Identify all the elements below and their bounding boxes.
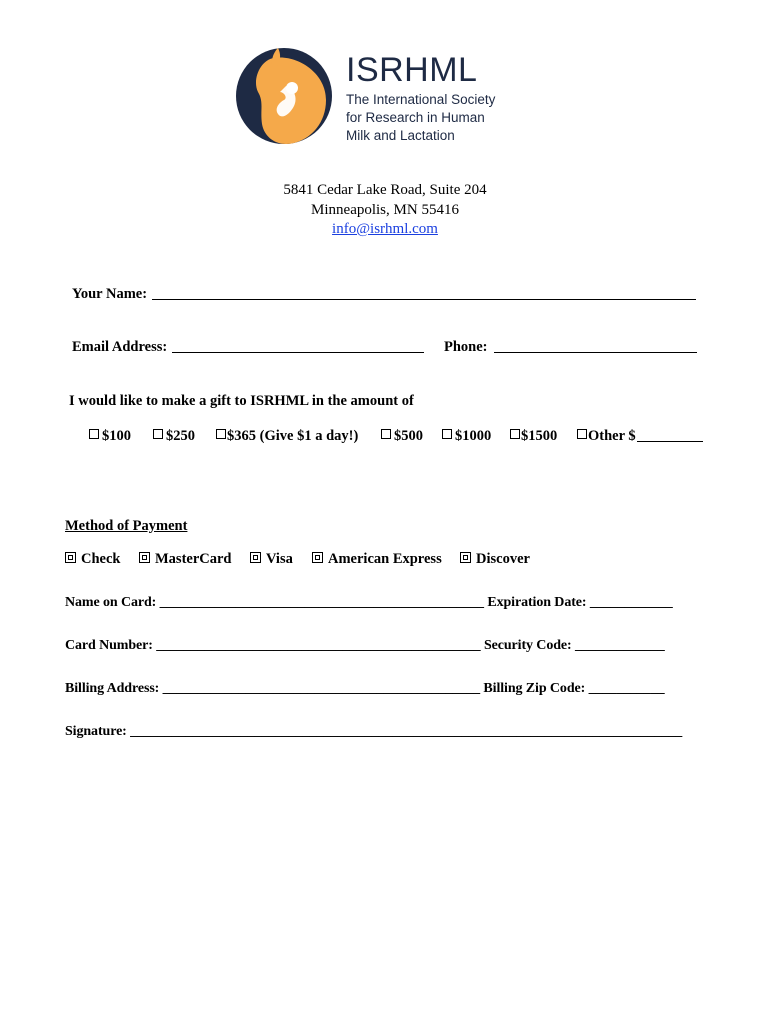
phone-field[interactable] (494, 352, 697, 353)
other-amount-field[interactable] (637, 441, 703, 442)
your-name-field[interactable] (152, 299, 696, 300)
payment-option-discover[interactable]: Discover (460, 550, 530, 568)
logo-wordmark: ISRHML (346, 51, 478, 89)
your-name-label: Your Name: (72, 286, 148, 302)
isrhml-logo (234, 44, 494, 148)
email-link[interactable]: info@isrhml.com (332, 221, 438, 237)
payment-option-american-express[interactable]: American Express (312, 550, 442, 568)
amount-option-other[interactable]: Other $ (577, 427, 636, 445)
email-address-field[interactable] (172, 352, 424, 353)
payment-option-mastercard[interactable]: MasterCard (139, 550, 232, 568)
checkbox-icon (460, 552, 471, 563)
address-email-row (0, 220, 770, 239)
checkbox-icon (153, 429, 163, 439)
checkbox-icon (442, 429, 452, 439)
logo-emblem-icon (234, 44, 334, 148)
amount-option-250[interactable]: $250 (153, 427, 195, 445)
amount-option-1500[interactable]: $1500 (510, 427, 557, 445)
amount-option-1000[interactable]: $1000 (442, 427, 491, 445)
amount-option-500[interactable]: $500 (381, 427, 423, 445)
signature-row[interactable]: Signature: ________________________________________________________________________________ (65, 724, 683, 739)
amount-option-365[interactable]: $365 (Give $1 a day!) (216, 427, 358, 445)
address-line-1: 5841 Cedar Lake Road, Suite 204 (283, 182, 487, 198)
card-number-row[interactable]: Card Number: _______________________________________________ Security Code: _____________ (65, 638, 665, 653)
payment-heading: Method of Payment (65, 518, 188, 534)
checkbox-icon (89, 429, 99, 439)
address-line-2: Minneapolis, MN 55416 (311, 202, 459, 218)
checkbox-icon (577, 429, 587, 439)
checkbox-icon (139, 552, 150, 563)
checkbox-icon (216, 429, 226, 439)
gift-prompt: I would like to make a gift to ISRHML in the amount of (69, 393, 414, 409)
logo-tagline-line-1: The International Society (346, 92, 496, 107)
checkbox-icon (250, 552, 261, 563)
phone-label: Phone: (444, 339, 488, 355)
checkbox-icon (65, 552, 76, 563)
checkbox-icon (312, 552, 323, 563)
amount-option-100[interactable]: $100 (89, 427, 131, 445)
payment-option-check[interactable]: Check (65, 550, 120, 568)
email-address-label: Email Address: (72, 339, 168, 355)
checkbox-icon (510, 429, 520, 439)
name-on-card-row[interactable]: Name on Card: _______________________________________________ Expiration Date: ____________ (65, 595, 673, 610)
payment-option-visa[interactable]: Visa (250, 550, 293, 568)
logo-tagline-line-3: Milk and Lactation (346, 128, 455, 143)
logo-tagline-line-2: for Research in Human (346, 110, 485, 125)
billing-address-row[interactable]: Billing Address: ______________________________________________ Billing Zip Code: ___________ (65, 681, 665, 696)
checkbox-icon (381, 429, 391, 439)
